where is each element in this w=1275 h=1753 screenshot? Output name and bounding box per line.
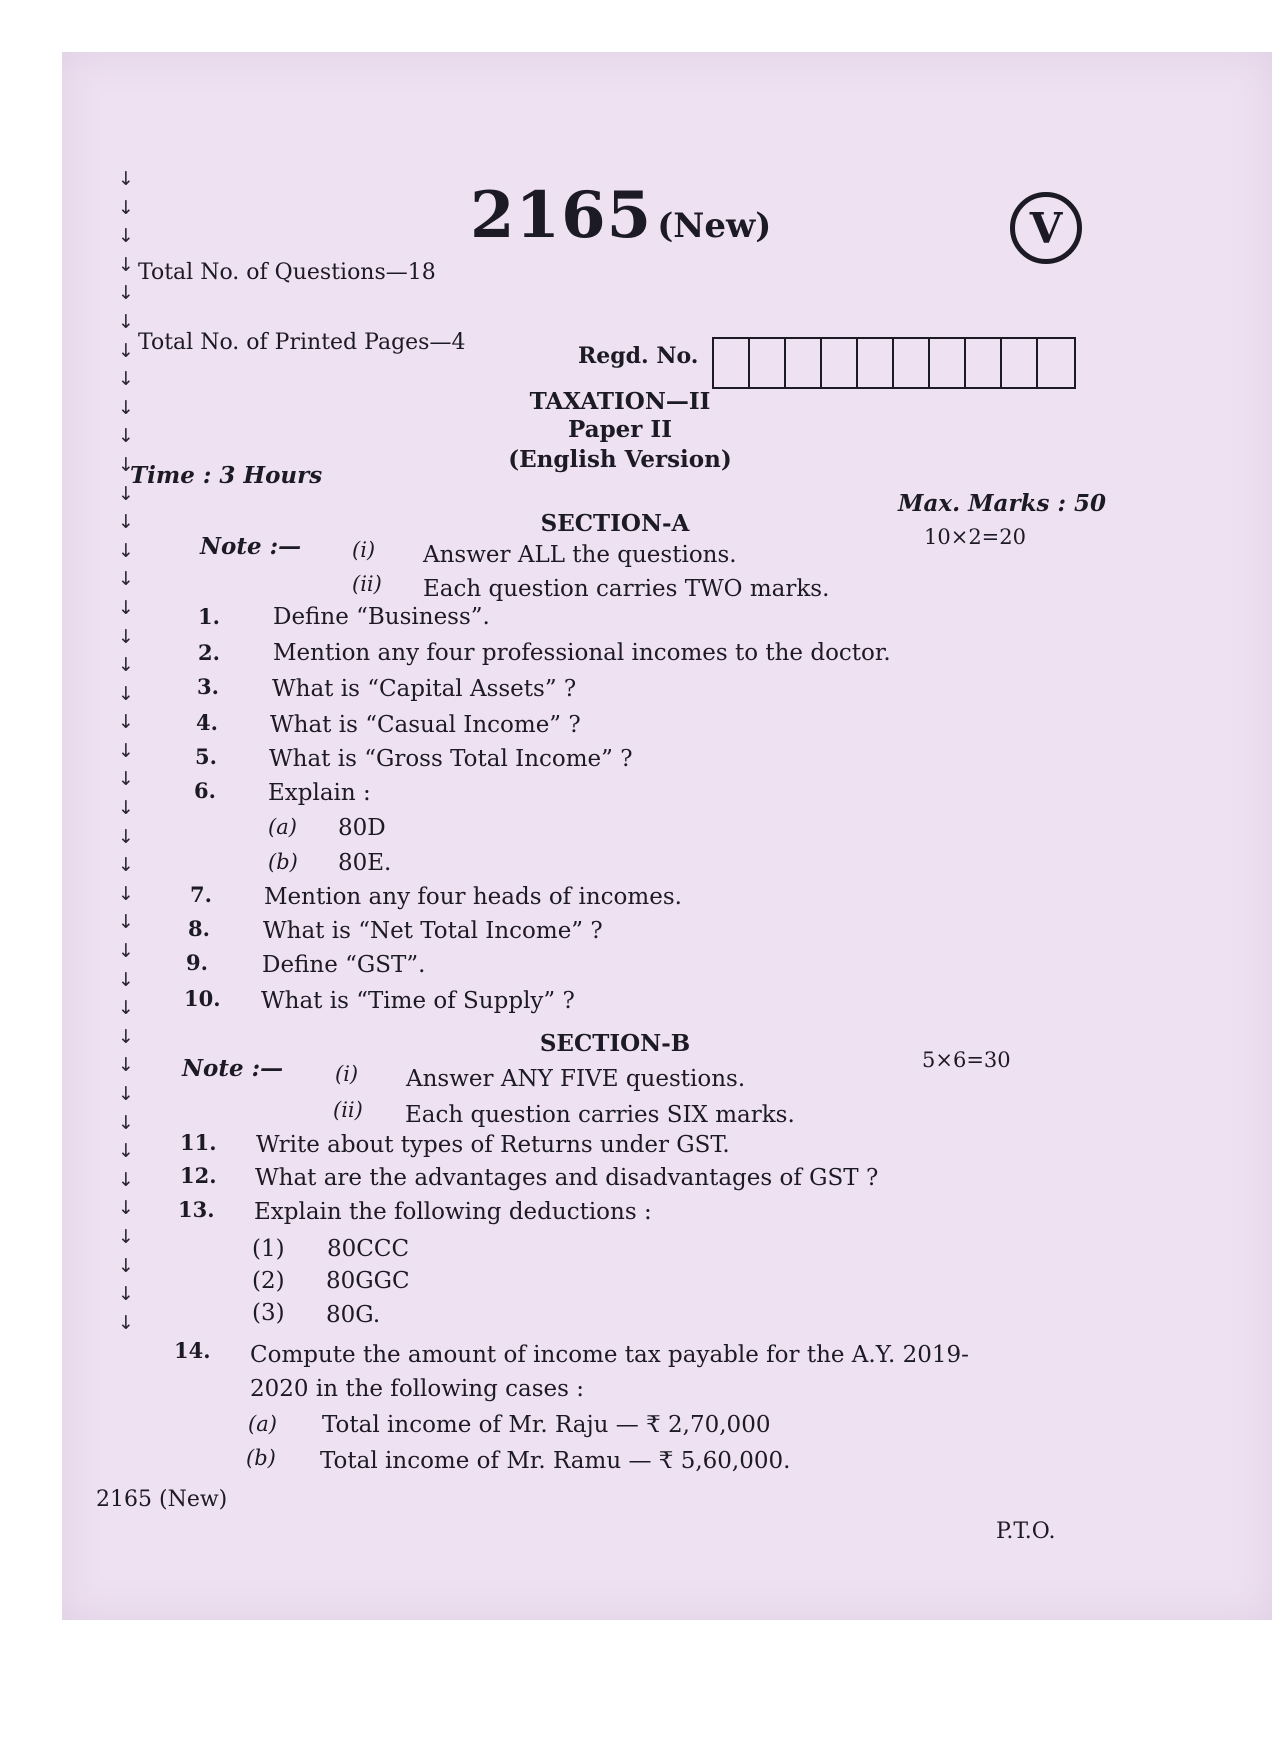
margin-arrow: ↓ xyxy=(118,968,134,991)
margin-arrow: ↓ xyxy=(118,1083,134,1105)
paper-code-number: 2165 xyxy=(470,178,653,253)
exam-sheet xyxy=(62,52,1272,1620)
question-text: What are the advantages and disadvantages of GST ? xyxy=(255,1165,879,1191)
section-b-note-text: Each question carries SIX marks. xyxy=(405,1102,795,1128)
question-number: 7. xyxy=(190,882,212,907)
margin-arrow: ↓ xyxy=(118,1140,134,1163)
margin-arrow: ↓ xyxy=(118,196,134,219)
section-b-marks: 5×6=30 xyxy=(922,1048,1011,1072)
regd-digit-box[interactable] xyxy=(1038,339,1074,387)
section-b-title: SECTION-B xyxy=(539,1030,691,1057)
margin-arrow: ↓ xyxy=(118,1283,134,1306)
question-number: 9. xyxy=(186,950,208,975)
margin-arrow: ↓ xyxy=(118,253,134,276)
regd-digit-box[interactable] xyxy=(786,339,822,387)
margin-arrow: ↓ xyxy=(118,911,134,934)
sub-question-text: 80D xyxy=(338,815,386,841)
question-text: Mention any four heads of incomes. xyxy=(264,884,682,910)
regd-digit-box[interactable] xyxy=(1002,339,1038,387)
question-number: 6. xyxy=(194,778,216,803)
margin-arrow: ↓ xyxy=(118,1225,134,1248)
question-text: Explain : xyxy=(268,780,371,806)
question-number: 2. xyxy=(198,640,220,665)
margin-arrow: ↓ xyxy=(118,539,134,562)
margin-arrow: ↓ xyxy=(118,339,134,362)
margin-arrow: ↓ xyxy=(118,854,134,877)
total-pages: Total No. of Printed Pages—4 xyxy=(138,330,466,355)
question-text xyxy=(273,640,891,666)
question-text: What is “Gross Total Income” ? xyxy=(269,746,633,772)
margin-arrow: ↓ xyxy=(118,1168,134,1191)
margin-arrow: ↓ xyxy=(118,711,134,734)
regd-digit-box[interactable] xyxy=(750,339,786,387)
paper-code-suffix: (New) xyxy=(657,206,772,246)
question-number: 4. xyxy=(196,710,218,735)
margin-arrow: ↓ xyxy=(118,1025,134,1048)
sub-question-label: (1) xyxy=(252,1236,285,1262)
question-text: What is “Capital Assets” ? xyxy=(272,676,577,702)
regd-digit-box[interactable] xyxy=(822,339,858,387)
sub-question-label: (3) xyxy=(252,1300,285,1326)
subject-title: TAXATION—II xyxy=(529,388,711,415)
exam-time: Time : 3 Hours xyxy=(130,462,323,489)
section-a-marks: 10×2=20 xyxy=(924,525,1026,549)
sub-question-label: (b) xyxy=(246,1446,276,1470)
section-b-note-num: (ii) xyxy=(333,1098,363,1122)
regd-number-boxes[interactable] xyxy=(712,337,1076,389)
question-text: What is “Time of Supply” ? xyxy=(261,988,575,1014)
paper-code xyxy=(470,178,771,253)
regd-digit-box[interactable] xyxy=(930,339,966,387)
margin-arrow: ↓ xyxy=(118,882,134,905)
regd-digit-box[interactable] xyxy=(894,339,930,387)
version-mark-letter: V xyxy=(1029,203,1063,253)
question-number: 13. xyxy=(178,1197,215,1222)
margin-arrow: ↓ xyxy=(118,396,134,419)
section-a-note-num: (ii) xyxy=(352,572,382,596)
question-text-continued: 2020 in the following cases : xyxy=(250,1376,584,1402)
margin-arrow: ↓ xyxy=(118,654,134,677)
sub-question-text: Total income of Mr. Raju — ₹ 2,70,000 xyxy=(322,1412,771,1438)
footer-code: 2165 (New) xyxy=(96,1487,228,1512)
version-mark xyxy=(1010,192,1082,264)
section-a-note-text: Answer ALL the questions. xyxy=(423,542,737,568)
margin-arrow: ↓ xyxy=(118,797,134,820)
section-a-note-text: Each question carries TWO marks. xyxy=(423,576,830,602)
section-b-note-text: Answer ANY FIVE questions. xyxy=(406,1066,746,1092)
page-turn-note: P.T.O. xyxy=(996,1519,1056,1544)
margin-arrow: ↓ xyxy=(118,282,134,305)
question-number: 12. xyxy=(180,1163,217,1188)
margin-arrow: ↓ xyxy=(118,168,134,190)
margin-arrow: ↓ xyxy=(118,310,134,333)
margin-arrow: ↓ xyxy=(118,825,134,848)
margin-arrow: ↓ xyxy=(118,625,134,648)
section-b-note-num: (i) xyxy=(335,1062,359,1086)
margin-arrow: ↓ xyxy=(118,1197,134,1220)
regd-digit-box[interactable] xyxy=(966,339,1002,387)
margin-arrow: ↓ xyxy=(118,1054,134,1077)
regd-digit-box[interactable] xyxy=(714,339,750,387)
margin-arrow: ↓ xyxy=(118,225,134,248)
margin-arrow: ↓ xyxy=(118,768,134,791)
regd-digit-box[interactable] xyxy=(858,339,894,387)
sub-question-text: 80E. xyxy=(338,850,392,876)
question-text: What is “Net Total Income” ? xyxy=(263,918,603,944)
total-questions: Total No. of Questions—18 xyxy=(138,260,436,285)
margin-arrow: ↓ xyxy=(118,739,134,762)
question-number: 5. xyxy=(195,744,217,769)
question-text: Write about types of Returns under GST. xyxy=(256,1132,730,1158)
section-a-note-num: (i) xyxy=(352,538,376,562)
sub-question-label: (a) xyxy=(268,815,297,839)
question-2-text: Mention any four professional incomes to the doctor. xyxy=(273,640,891,666)
sub-question-label: (2) xyxy=(252,1268,285,1294)
margin-arrow: ↓ xyxy=(118,568,134,591)
paper-version: (English Version) xyxy=(508,446,732,473)
margin-arrow: ↓ xyxy=(118,596,134,619)
margin-arrow: ↓ xyxy=(118,511,134,534)
question-number: 3. xyxy=(197,674,219,699)
question-text: Compute the amount of income tax payable for the A.Y. 2019- xyxy=(250,1342,969,1368)
question-text: Explain the following deductions : xyxy=(254,1199,652,1225)
margin-arrow: ↓ xyxy=(118,368,134,391)
question-number: 11. xyxy=(180,1130,217,1155)
question-text: Define “GST”. xyxy=(262,952,426,978)
max-marks: Max. Marks : 50 xyxy=(898,490,1106,517)
margin-arrow: ↓ xyxy=(118,453,134,476)
question-number: 1. xyxy=(198,604,220,629)
margin-arrow: ↓ xyxy=(118,1311,134,1334)
sub-question-text: 80G. xyxy=(326,1302,381,1328)
question-text: Define “Business”. xyxy=(273,604,490,630)
sub-question-text: Total income of Mr. Ramu — ₹ 5,60,000. xyxy=(320,1448,791,1474)
margin-arrow: ↓ xyxy=(118,1254,134,1277)
margin-arrow: ↓ xyxy=(118,482,134,505)
margin-arrow: ↓ xyxy=(118,997,134,1020)
sub-question-text: 80CCC xyxy=(327,1236,410,1262)
margin-arrow: ↓ xyxy=(118,1111,134,1134)
margin-arrow: ↓ xyxy=(118,940,134,963)
sub-question-label: (a) xyxy=(248,1412,277,1436)
margin-arrow: ↓ xyxy=(118,425,134,448)
margin-arrow: ↓ xyxy=(118,682,134,705)
margin-arrows xyxy=(118,165,138,1337)
section-b-note-label: Note :— xyxy=(182,1055,284,1082)
section-a-note-label: Note :— xyxy=(200,533,302,560)
regd-label: Regd. No. xyxy=(578,343,699,369)
sub-question-label: (b) xyxy=(268,850,298,874)
question-number: 8. xyxy=(188,916,210,941)
question-number: 14. xyxy=(174,1338,211,1363)
paper-number: Paper II xyxy=(568,416,672,443)
question-text: What is “Casual Income” ? xyxy=(270,712,581,738)
sub-question-text: 80GGC xyxy=(326,1268,410,1294)
question-number: 10. xyxy=(184,986,221,1011)
section-a-title: SECTION-A xyxy=(540,510,690,537)
